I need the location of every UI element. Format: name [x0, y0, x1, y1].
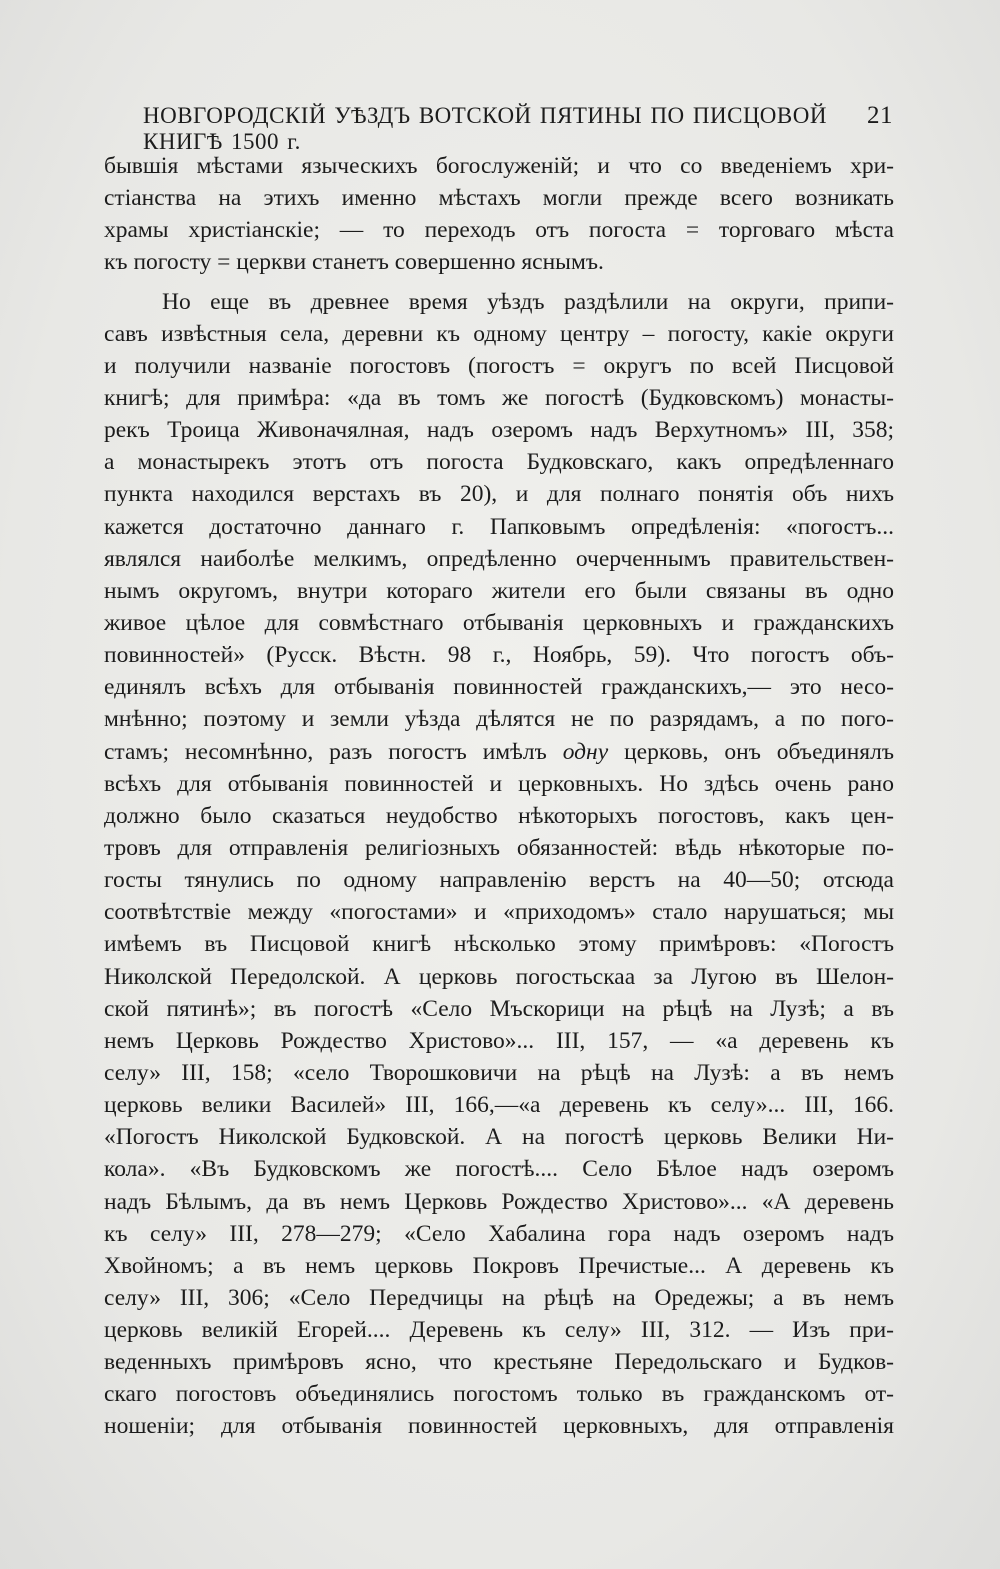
text-line: рекъ Троица Живоначялная, надъ озеромъ надъ Верхутномъ» III, 358; — [104, 417, 894, 444]
text-line: пункта находился верстахъ въ 20), и для полнаго понятія объ нихъ — [104, 481, 894, 508]
text-line: книгѣ; для примѣра: «да въ томъ же погостѣ (Будковскомъ) монасты- — [104, 384, 894, 411]
text-line: немъ Церковь Рождество Христово»... III, 157, — «а деревень къ — [104, 1027, 894, 1054]
text-line: Хвойномъ; а въ немъ церковь Покровъ Пречистые... А деревень къ — [104, 1252, 894, 1279]
text-line: госты тянулись по одному направленію верстъ на 40—50; отсюда — [104, 867, 894, 894]
text-line: селу» III, 158; «село Творошковичи на рѣцѣ на Лузѣ: а въ немъ — [104, 1059, 894, 1086]
text-line: должно было сказаться неудобство нѣкоторыхъ погостовъ, какъ цен- — [104, 802, 894, 829]
text-line-with-emphasis — [104, 736, 894, 768]
text-segment: стамъ; несомнѣнно, разъ погостъ имѣлъ — [104, 738, 547, 765]
text-line: а монастырекъ этотъ отъ погоста Будковскаго, какъ опредѣленнаго — [104, 449, 894, 476]
text-line: къ погосту = церкви станетъ совершенно яснымъ. — [104, 249, 604, 276]
text-line: ношеніи; для отбыванія повинностей церковныхъ, для отправленія — [104, 1413, 894, 1440]
body-text — [104, 150, 894, 1443]
text-line: церковь великій Егорей.... Деревень къ селу» III, 312. — Изъ при- — [104, 1317, 894, 1344]
text-line: мнѣнно; поэтому и земли уѣзда дѣлятся не по разрядамъ, а по пого- — [104, 706, 894, 733]
text-line: скаго погостовъ объединялись погостомъ только въ гражданскомъ от- — [104, 1381, 894, 1408]
text-segment: церковь, онъ объединялъ — [624, 738, 894, 765]
text-line: всѣхъ для отбыванія повинностей и церковныхъ. Но здѣсь очень рано — [104, 770, 894, 797]
emphasis-word: одну — [562, 738, 609, 765]
text-line: савъ извѣстныя села, деревни къ одному центру – погосту, какіе округи — [104, 320, 894, 347]
text-line: являлся наиболѣе мелкимъ, опредѣленно очерченнымъ правительствен- — [104, 545, 894, 572]
text-line: соотвѣтствіе между «погостами» и «приходомъ» стало нарушаться; мы — [104, 899, 894, 926]
running-header — [143, 102, 893, 154]
text-line: храмы христіанскіе; — то переходъ отъ погоста = торговаго мѣста — [104, 217, 894, 244]
page-number: 21 — [867, 102, 893, 129]
text-line: надъ Бѣлымъ, да въ немъ Церковь Рождество Христово»... «А деревень — [104, 1188, 894, 1215]
text-line: кола». «Въ Будковскомъ же погостѣ.... Село Бѣлое надъ озеромъ — [104, 1156, 894, 1183]
text-line: кажется достаточно даннаго г. Папковымъ опредѣленія: «погостъ... — [104, 513, 894, 540]
text-line: единялъ всѣхъ для отбыванія повинностей гражданскихъ,— это несо- — [104, 674, 894, 701]
text-line: бывшія мѣстами языческихъ богослуженій; и что со введеніемъ хри- — [104, 153, 894, 179]
text-line: имѣемъ въ Писцовой книгѣ нѣсколько этому примѣровъ: «Погостъ — [104, 931, 894, 958]
text-line: церковь велики Василей» III, 166,—«а деревень къ селу»... III, 166. — [104, 1092, 894, 1119]
text-line: веденныхъ примѣровъ ясно, что крестьяне Передольскаго и Будков- — [104, 1349, 894, 1376]
text-line: нымъ округомъ, внутри котораго жители его были связаны въ одно — [104, 577, 894, 604]
text-line: селу» III, 306; «Село Передчицы на рѣцѣ на Оредежы; а въ немъ — [104, 1284, 894, 1311]
paragraph-first-line: Но еще въ древнее время уѣздъ раздѣлили на округи, припи- — [162, 288, 894, 315]
running-title: НОВГОРОДСКІЙ УѢЗДЪ ВОТСКОЙ ПЯТИНЫ ПО ПИСЦОВОЙ КНИГѢ 1500 г. — [143, 103, 827, 154]
text-line: Николской Передолской. А церковь погостьскаа за Лугою въ Шелон- — [104, 963, 894, 990]
text-line: стіанства на этихъ именно мѣстахъ могли прежде всего возникать — [104, 185, 894, 212]
text-line: «Погостъ Николской Будковской. А на погостѣ церковь Велики Ни- — [104, 1124, 894, 1151]
text-line: къ селу» III, 278—279; «Село Хабалина гора надъ озеромъ надъ — [104, 1220, 894, 1247]
text-line: повинностей» (Русск. Вѣстн. 98 г., Ноябрь, 59). Что погостъ объ- — [104, 642, 894, 669]
text-line: живое цѣлое для совмѣстнаго отбыванія церковныхъ и гражданскихъ — [104, 609, 894, 636]
text-line: тровъ для отправленія религіозныхъ обязанностей: вѣдь нѣкоторые по- — [104, 834, 894, 861]
text-line: и получили названіе погостовъ (погостъ = округъ по всей Писцовой — [104, 352, 894, 379]
text-line: ской пятинѣ»; въ погостѣ «Село Мъскорици на рѣцѣ на Лузѣ; а въ — [104, 995, 894, 1022]
